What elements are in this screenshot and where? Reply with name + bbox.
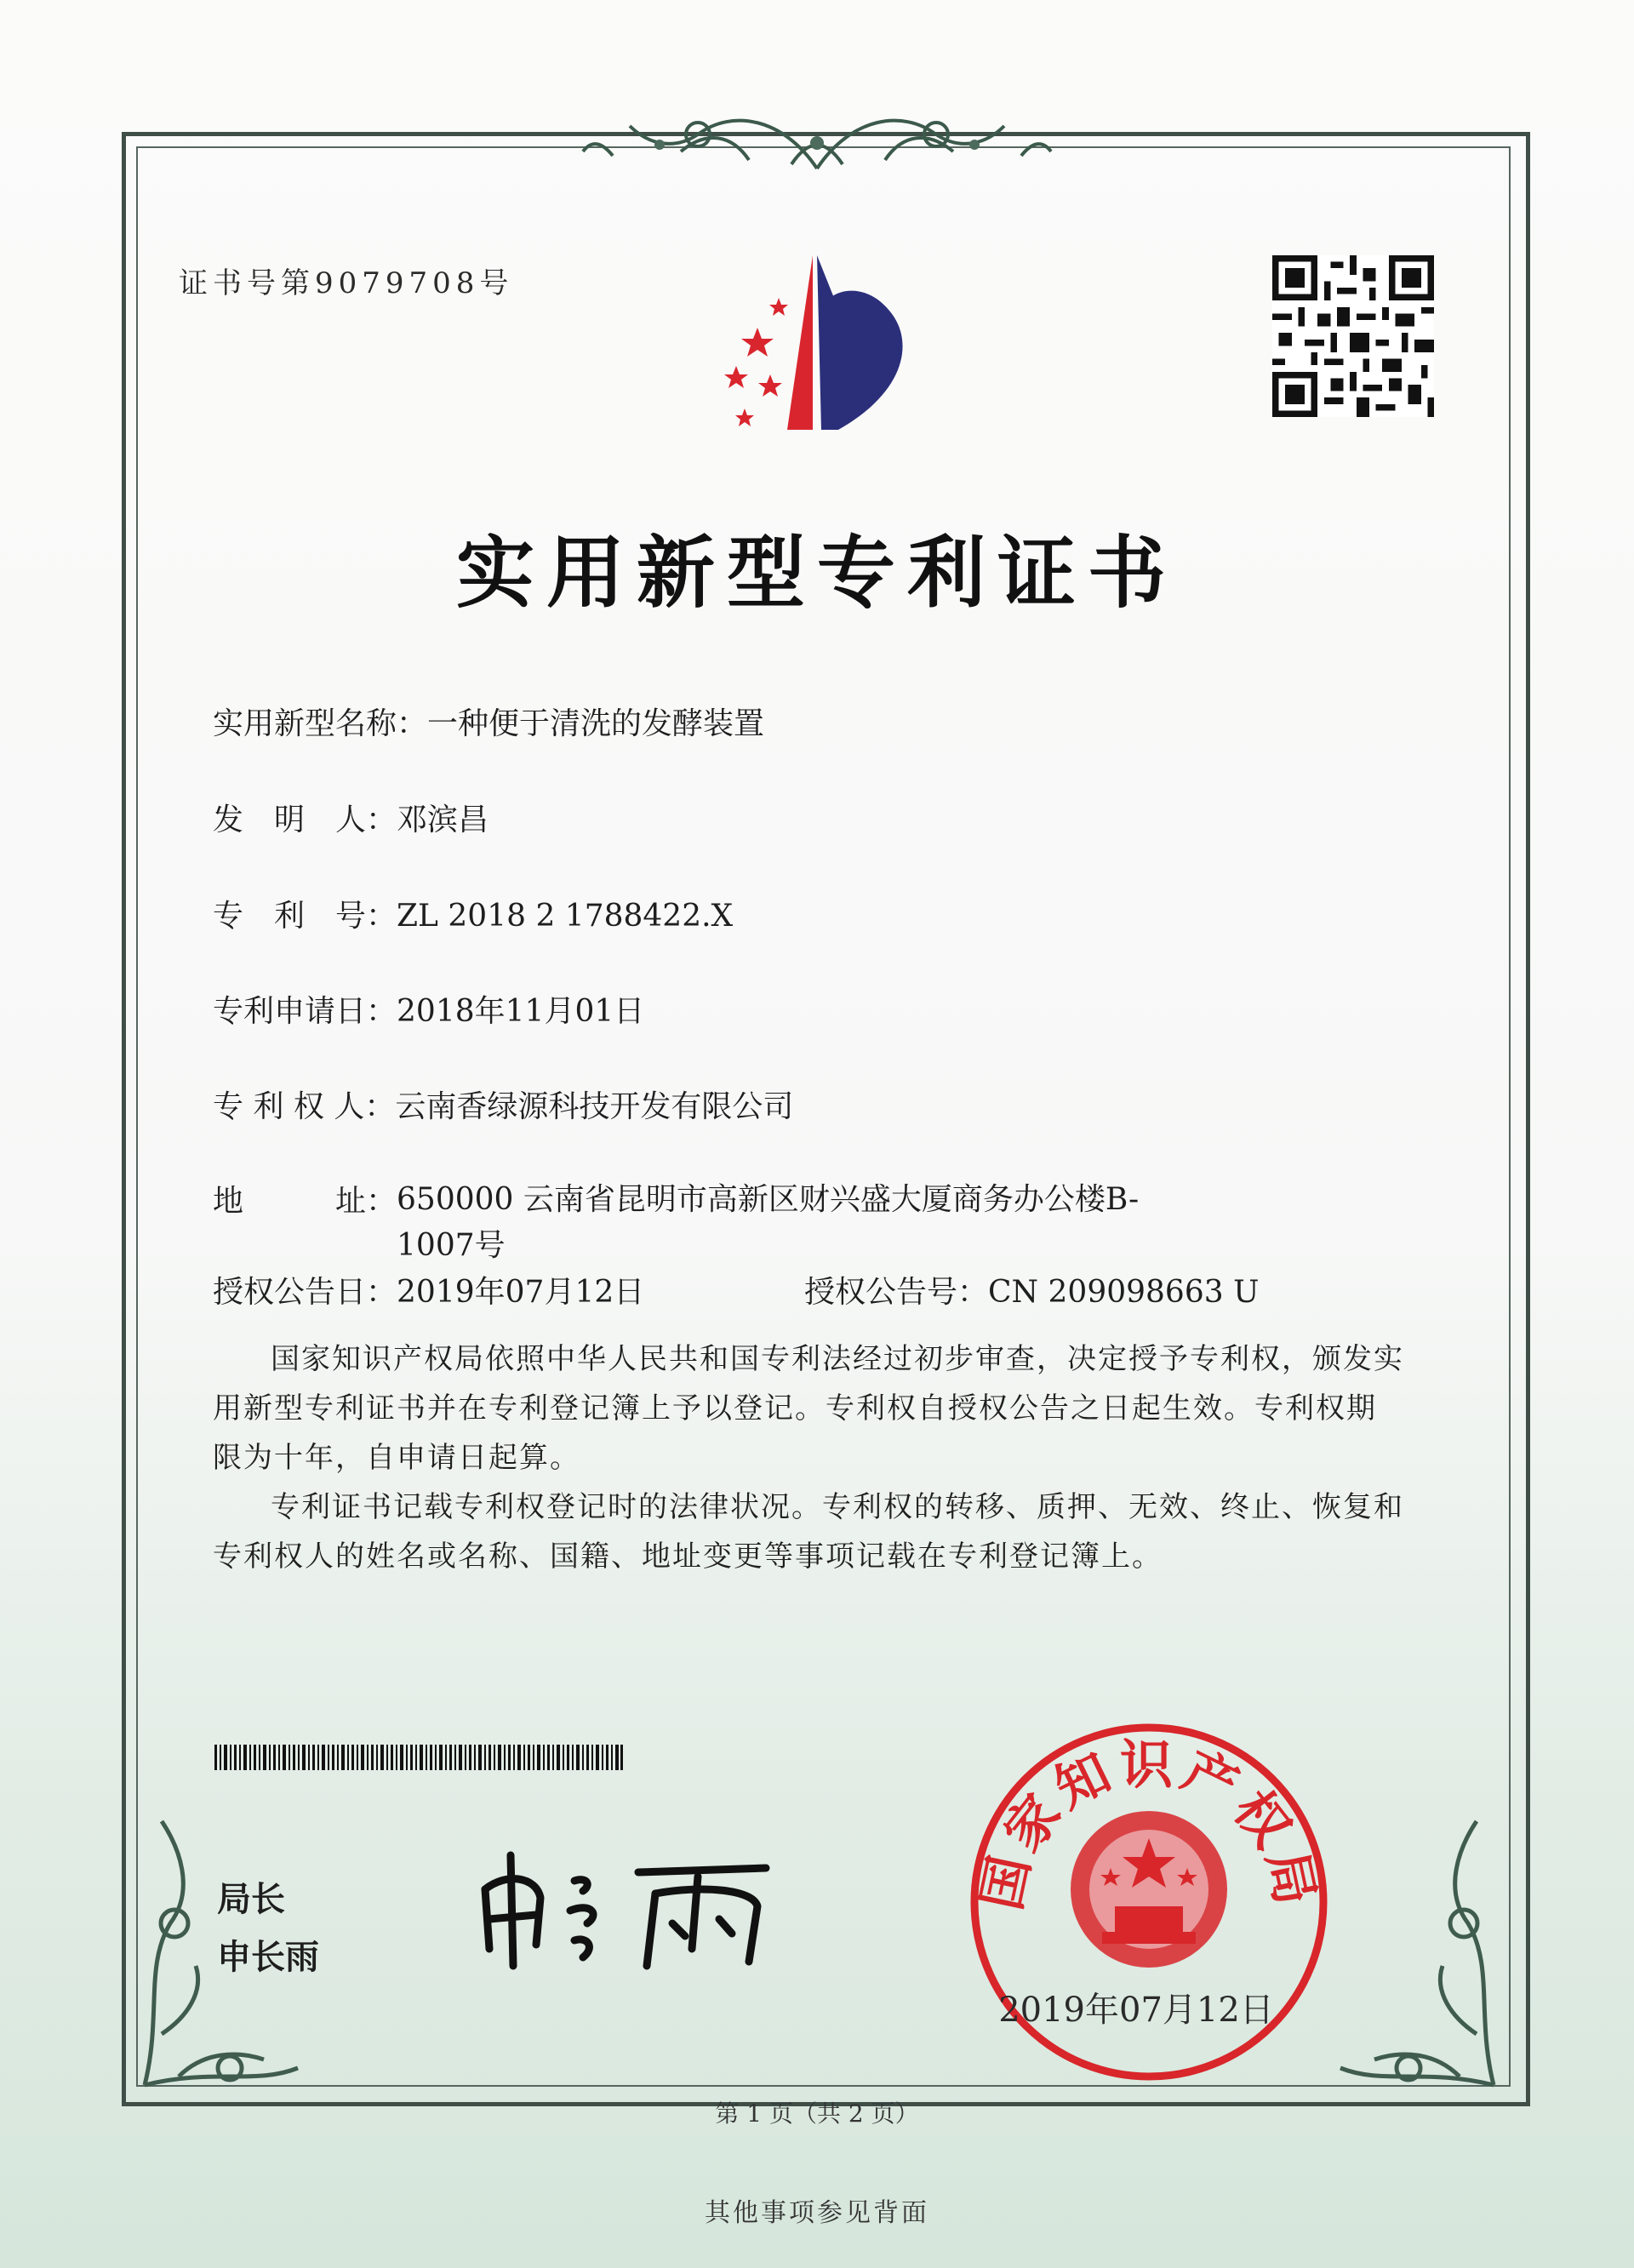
seal-text: 国家知识产权局 <box>969 1734 1328 1916</box>
grant-number-value: CN 209098663 U <box>988 1275 1260 1310</box>
filing-date-label: 专利申请日： <box>213 994 397 1029</box>
inventor-row <box>213 796 488 839</box>
utility-model-name-value: 一种便于清洗的发酵装置 <box>427 706 765 741</box>
top-ornament <box>579 92 1055 186</box>
barcode <box>214 1745 623 1770</box>
director-name: 申长雨 <box>217 1938 319 1977</box>
utility-model-name-row <box>213 700 764 743</box>
certificate-title: 实用新型专利证书 <box>455 528 1178 619</box>
address-row <box>213 1177 1205 1269</box>
body-paragraph-1: 国家知识产权局依照中华人民共和国专利法经过初步审查，决定授予专利权，颁发实用新型专利证书并在专利登记簿上予以登记。专利权自授权公告之日起生效。专利权期限为十年，自申请日起算。 <box>213 1342 1404 1475</box>
address-label: 地 址： <box>213 1184 397 1219</box>
grant-number-row <box>804 1268 1259 1311</box>
body-paragraph-2: 专利证书记载专利权登记时的法律状况。专利权的转移、质押、无效、终止、恢复和专利权人的姓名或名称、国籍、地址变更等事项记载在专利登记簿上。 <box>213 1490 1404 1574</box>
patent-office-emblem <box>694 247 932 443</box>
page-indicator: 第 1 页（共 2 页） <box>715 2099 919 2128</box>
certificate-body <box>213 1334 1404 1581</box>
patentee-label: 专 利 权 人： <box>213 1089 396 1124</box>
seal-date: 2019年07月12日 <box>998 1991 1274 2030</box>
patent-number-label: 专 利 号： <box>213 899 397 934</box>
grant-date-value: 2019年07月12日 <box>397 1275 645 1310</box>
footer-note: 其他事项参见背面 <box>705 2198 929 2228</box>
utility-model-name-label: 实用新型名称： <box>213 706 428 741</box>
patentee-value: 云南香绿源科技开发有限公司 <box>395 1089 794 1124</box>
bottom-right-ornament <box>1323 1796 1511 2102</box>
director-title: 局长 <box>217 1880 285 1919</box>
filing-date-row <box>213 987 644 1031</box>
filing-date-value: 2018年11月01日 <box>397 994 645 1029</box>
grant-date-label: 授权公告日： <box>213 1275 397 1310</box>
patent-number-row <box>213 892 733 935</box>
grant-number-label: 授权公告号： <box>804 1275 989 1310</box>
grant-date-row <box>213 1268 644 1311</box>
qr-code <box>1272 255 1434 417</box>
patentee-row <box>213 1083 793 1126</box>
certificate-number: 证书号第9079708号 <box>179 266 514 300</box>
patent-number-value: ZL 2018 2 1788422.X <box>397 899 734 934</box>
handwritten-signature <box>472 1838 813 1974</box>
address-value: 650000 云南省昆明市高新区财兴盛大厦商务办公楼B-1007号 <box>397 1182 1140 1263</box>
inventor-label: 发 明 人： <box>213 803 397 837</box>
inventor-value: 邓滨昌 <box>397 803 489 837</box>
